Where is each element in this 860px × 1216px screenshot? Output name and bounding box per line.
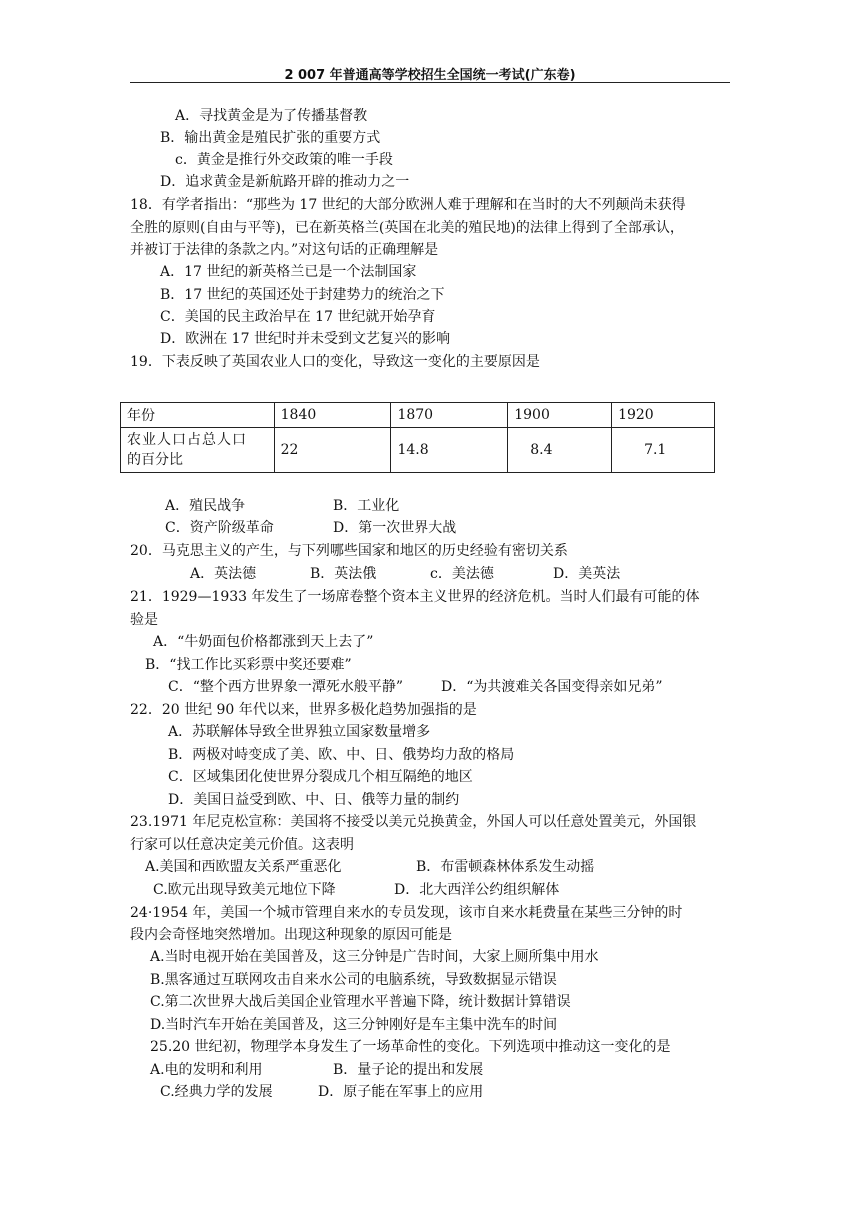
table-row-values bbox=[121, 428, 715, 473]
q18-option-c: C．美国的民主政治早在 17 世纪就开始孕育 bbox=[160, 309, 436, 325]
q18-option-b: B．17 世纪的英国还处于封建势力的统治之下 bbox=[160, 287, 445, 303]
q25-option-c: C.经典力学的发展 bbox=[160, 1084, 273, 1100]
q25-option-d: D．原子能在军事上的应用 bbox=[318, 1084, 484, 1100]
q24-option-b: B.黑客通过互联网攻击自来水公司的电脑系统，导致数据显示错误 bbox=[150, 972, 557, 988]
table-year-cell: 1920 bbox=[612, 403, 715, 428]
q20-option-d: D．美英法 bbox=[553, 566, 621, 582]
q18-stem-line1: 18．有学者指出：“那些为 17 世纪的大部分欧洲人难于理解和在当时的大不列颠尚未获得 bbox=[130, 197, 686, 213]
q23-option-c: C.欧元出现导致美元地位下降 bbox=[153, 882, 336, 898]
q19-stem: 19．下表反映了英国农业人口的变化，导致这一变化的主要原因是 bbox=[130, 354, 540, 370]
q23-option-a: A.美国和西欧盟友关系严重恶化 bbox=[145, 859, 342, 875]
q20-option-c: c．美法德 bbox=[430, 566, 494, 582]
q25-option-a: A.电的发明和利用 bbox=[150, 1062, 263, 1078]
table-year-cell: 1840 bbox=[274, 403, 391, 428]
q19-option-a: A．殖民战争 bbox=[165, 498, 246, 514]
q23-stem-line2: 行家可以任意决定美元价值。这表明 bbox=[130, 837, 354, 853]
q22-stem: 22．20 世纪 90 年代以来，世界多极化趋势加强指的是 bbox=[130, 702, 477, 718]
q21-option-d: D．“为共渡难关各国变得亲如兄弟” bbox=[441, 679, 663, 695]
table-year-cell: 1900 bbox=[508, 403, 612, 428]
table-row-label-line2: 的百分比 bbox=[127, 452, 183, 468]
q23-stem-line1: 23.1971 年尼克松宣称：美国将不接受以美元兑换黄金，外国人可以任意处置美元，外国银 bbox=[130, 814, 697, 830]
q21-option-a: A．“牛奶面包价格都涨到天上去了” bbox=[153, 634, 374, 650]
q24-option-a: A.当时电视开始在美国普及，这三分钟是广告时间，大家上厕所集中用水 bbox=[150, 949, 599, 965]
q24-stem-line1: 24·1954 年，美国一个城市管理自来水的专员发现，该市自来水耗费量在某些三分钟的时 bbox=[130, 905, 683, 921]
q22-option-b: B．两极对峙变成了美、欧、中、日、俄势均力敌的格局 bbox=[168, 747, 515, 763]
q23-option-b: B．布雷顿森林体系发生动摇 bbox=[416, 859, 595, 875]
q17-option-d: D．追求黄金是新航路开辟的推动力之一 bbox=[160, 174, 410, 190]
q21-stem-line1: 21．1929—1933 年发生了一场席卷整个资本主义世界的经济危机。当时人们最有可能的体 bbox=[130, 589, 700, 605]
q21-option-c: C．“整个西方世界象一潭死水般平静” bbox=[168, 679, 404, 695]
table-row-years bbox=[121, 403, 715, 428]
q21-option-b: B．“找工作比买彩票中奖还要难” bbox=[145, 657, 352, 673]
q20-option-b: B．英法俄 bbox=[310, 566, 377, 582]
table-year-cell: 1870 bbox=[391, 403, 508, 428]
q21-stem-line2: 验是 bbox=[130, 612, 158, 628]
page-header-title: 2 007 年普通高等学校招生全国统一考试(广东卷) bbox=[284, 68, 576, 83]
table-header-label: 年份 bbox=[121, 403, 275, 428]
q19-option-b: B．工业化 bbox=[333, 498, 400, 514]
q24-stem-line2: 段内会奇怪地突然增加。出现这种现象的原因可能是 bbox=[130, 927, 452, 943]
table-value-cell: 7.1 bbox=[612, 428, 715, 473]
q24-option-c: C.第二次世界大战后美国企业管理水平普遍下降，统计数据计算错误 bbox=[150, 994, 571, 1010]
q20-option-a: A．英法德 bbox=[190, 566, 257, 582]
q22-option-d: D．美国日益受到欧、中、日、俄等力量的制约 bbox=[168, 792, 460, 808]
q25-option-b: B．量子论的提出和发展 bbox=[333, 1062, 484, 1078]
q17-option-b: B．输出黄金是殖民扩张的重要方式 bbox=[160, 130, 381, 146]
q22-option-a: A．苏联解体导致全世界独立国家数量增多 bbox=[168, 724, 431, 740]
table-value-cell: 14.8 bbox=[391, 428, 508, 473]
q25-stem: 25.20 世纪初，物理学本身发生了一场革命性的变化。下列选项中推动这一变化的是 bbox=[150, 1039, 671, 1055]
q18-stem-line2: 全胜的原则(自由与平等)，已在新英格兰(英国在北美的殖民地)的法律上得到了全部承认， bbox=[130, 220, 684, 236]
table-value-cell: 8.4 bbox=[508, 428, 612, 473]
q18-option-d: D．欧洲在 17 世纪时并未受到文艺复兴的影响 bbox=[160, 331, 450, 347]
table-row-label bbox=[121, 428, 275, 473]
q19-option-c: C．资产阶级革命 bbox=[165, 520, 274, 536]
q24-option-d: D.当时汽车开始在美国普及，这三分钟刚好是车主集中洗车的时间 bbox=[150, 1017, 558, 1033]
q22-option-c: C．区域集团化使世界分裂成几个相互隔绝的地区 bbox=[168, 769, 473, 785]
q19-option-d: D．第一次世界大战 bbox=[333, 520, 457, 536]
header-rule bbox=[130, 82, 730, 83]
table-row-label-line1: 农业人口占总人口 bbox=[127, 432, 247, 448]
table-value-cell: 22 bbox=[274, 428, 391, 473]
agri-population-table bbox=[120, 402, 715, 473]
q20-stem: 20．马克思主义的产生，与下列哪些国家和地区的历史经验有密切关系 bbox=[130, 543, 568, 559]
q18-option-a: A．17 世纪的新英格兰已是一个法制国家 bbox=[160, 264, 417, 280]
q17-option-a: A．寻找黄金是为了传播基督教 bbox=[175, 108, 368, 124]
q17-option-c: c．黄金是推行外交政策的唯一手段 bbox=[175, 152, 393, 168]
q23-option-d: D．北大西洋公约组织解体 bbox=[394, 882, 560, 898]
q18-stem-line3: 并被订于法律的条款之内。”对这句话的正确理解是 bbox=[130, 242, 439, 258]
